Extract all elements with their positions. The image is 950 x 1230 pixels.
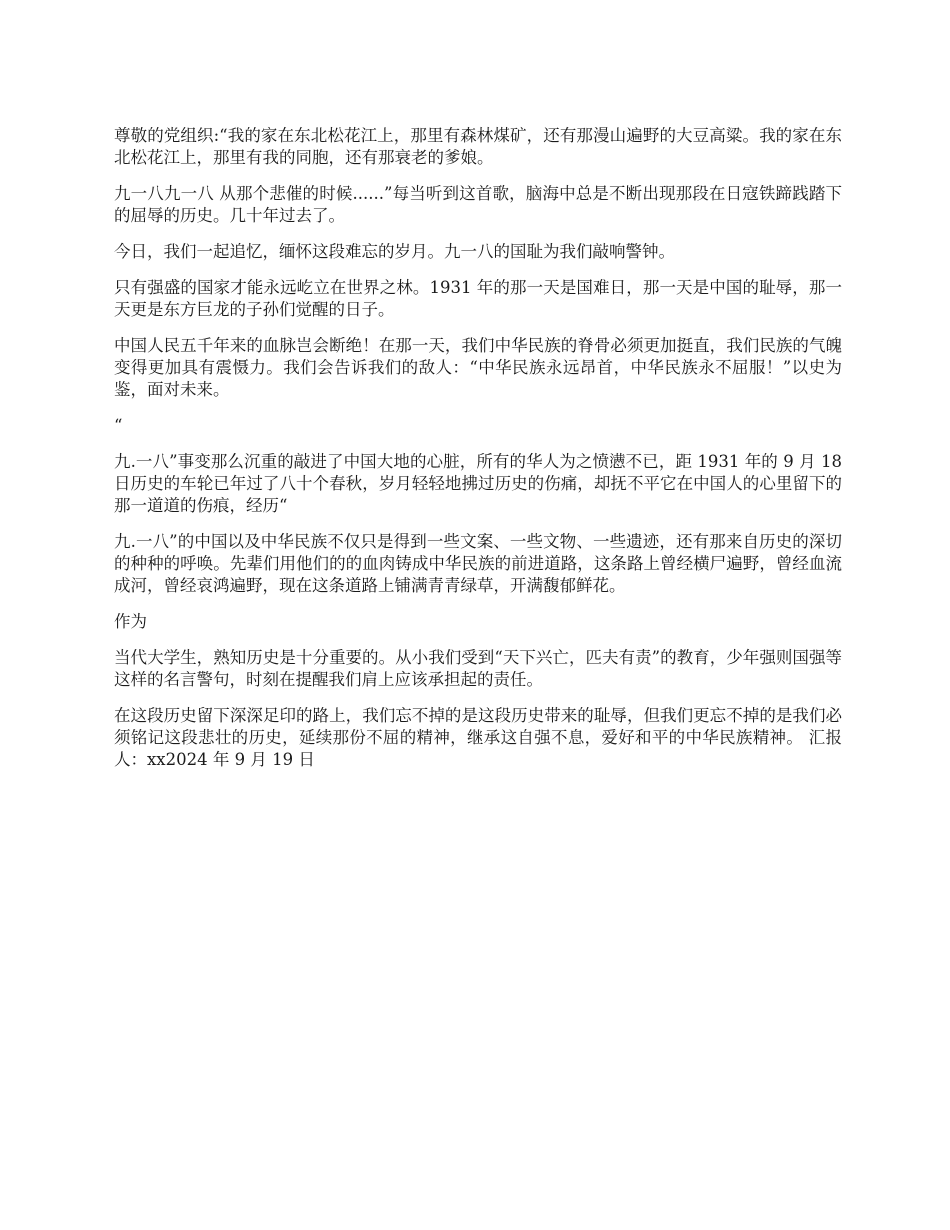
paragraph-bloodline: 中国人民五千年来的血脉岂会断绝！在那一天，我们中华民族的脊骨必须更加挺直，我们民族的气魄变得更加具有震慑力。我们会告诉我们的敌人：“中华民族永远昂首，中华民族永不屈服！”以史为鉴，面对未来。 <box>114 336 842 399</box>
paragraph-as: 作为 <box>114 612 147 631</box>
document-body <box>114 125 842 785</box>
paragraph-quote-mark: “ <box>114 416 123 435</box>
paragraph-salutation: 尊敬的党组织:“我的家在东北松花江上，那里有森林煤矿，还有那漫山遍野的大豆高粱。我的家在东北松花江上，那里有我的同胞，还有那衰老的爹娘。 <box>114 126 842 167</box>
paragraph-strong-nation: 只有强盛的国家才能永远屹立在世界之林。1931 年的那一天是国难日，那一天是中国的耻辱，那一天更是东方巨龙的子孙们觉醒的日子。 <box>114 278 842 319</box>
paragraph-incident: 九.一八”事变那么沉重的敲进了中国大地的心脏，所有的华人为之愤懑不已，距 1931 年的 9 月 18 日历史的车轮已年过了八十个春秋，岁月轻轻地拂过历史的伤痛，却抚不平它在中国人的心里留下的那一道道的伤痕，经历“ <box>114 452 842 515</box>
paragraph-closing-signature: 在这段历史留下深深足印的路上，我们忘不掉的是这段历史带来的耻辱，但我们更忘不掉的是我们必须铭记这段悲壮的历史，延续那份不屈的精神，继承这自强不息，爱好和平的中华民族精神。 汇报人：xx2024 年 9 月 19 日 <box>114 706 842 769</box>
paragraph-remembrance: 今日，我们一起追忆，缅怀这段难忘的岁月。九一八的国耻为我们敲响警钟。 <box>114 242 675 261</box>
paragraph-student-duty: 当代大学生，熟知历史是十分重要的。从小我们受到“天下兴亡，匹夫有责”的教育，少年强则国强等这样的名言警句，时刻在提醒我们肩上应该承担起的责任。 <box>114 648 842 689</box>
paragraph-song-memory: 九一八九一八 从那个悲催的时候......”每当听到这首歌，脑海中总是不断出现那段在日寇铁蹄践踏下的屈辱的历史。几十年过去了。 <box>114 184 842 225</box>
paragraph-legacy: 九.一八”的中国以及中华民族不仅只是得到一些文案、一些文物、一些遗迹，还有那来自历史的深切的种种的呼唤。先辈们用他们的的血肉铸成中华民族的前进道路，这条路上曾经横尸遍野，曾经血流成河，曾经哀鸿遍野，现在这条道路上铺满青青绿草，开满馥郁鲜花。 <box>114 532 842 595</box>
